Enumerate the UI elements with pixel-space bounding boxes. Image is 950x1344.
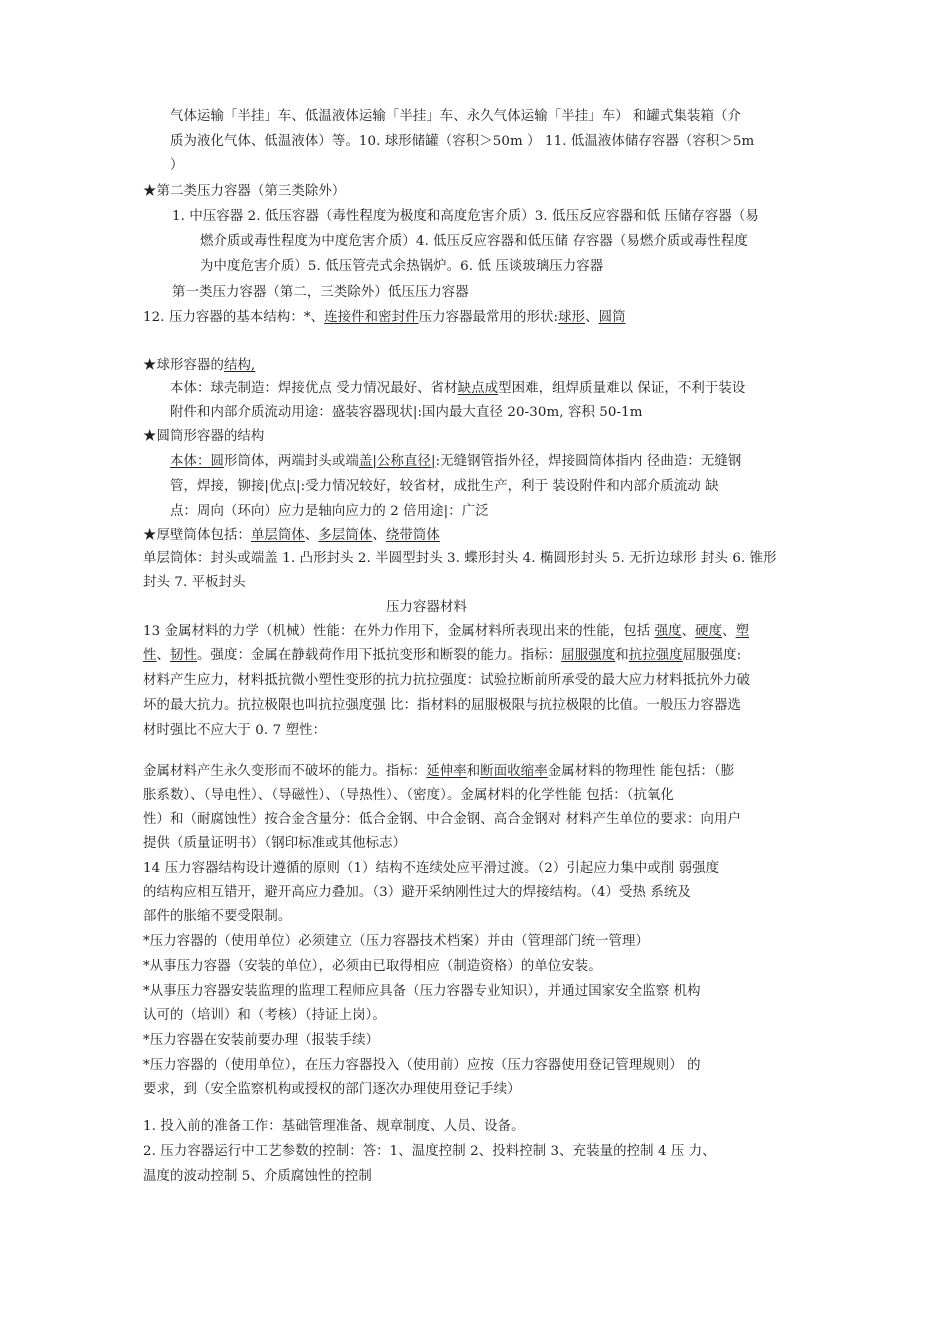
text-line [143,957,602,977]
text-run: 和 [466,764,481,779]
text-run: 。强度：金属在静载荷作用下抵抗变形和断裂的能力。指标： [196,648,562,663]
text-run: 要求，到（安全监察机构或授权的部门逐次办理使用登记手续） [143,1082,521,1097]
text-line [143,762,734,782]
text-run: 屈服强度: [682,648,742,663]
text-run: 2. 压力容器运行中工艺参数的控制：答：1、温度控制 2、投料控制 3、充装量的控制 4 压 力、 [143,1144,716,1159]
underlined-term: 本体：圆 [170,454,224,469]
text-run: 管，焊接，铆接|优点|:受力情况较好，较省材，成批生产，利于 装设附件和内部介质流动 缺 [170,479,719,494]
text-line [200,257,603,277]
text-run: 质为液化气体、低温液体）等。10. 球形储罐（容积＞50m ） 11. 低温液体储存容器（容积＞5m [170,134,755,149]
text-line [143,696,741,716]
text-run: 金属材料的物理性 能包括：（膨 [547,764,735,779]
text-run: 材料产生应力，材料抵抗微小塑性变形的抗力抗拉强度：试验拉断前所承受的最大应力材料抵抗外力破 [143,673,751,688]
underlined-term: 单层筒体 [250,528,305,543]
text-run: ★圆筒形容器的结构 [143,429,265,444]
underlined-term: 缺点成 [457,381,499,396]
text-line [170,502,489,522]
text-run: 1. 投入前的准备工作：基础管理准备、规章制度、人员、设备。 [143,1119,525,1134]
text-line [143,427,264,447]
text-line [143,786,674,806]
text-run: 压力容器材料 [386,600,467,615]
text-line [143,573,246,593]
text-run: 封头 7. 平板封头 [143,575,246,590]
underlined-term: 结构, [223,358,256,373]
text-line [170,107,741,127]
underlined-term: 圆筒 [598,310,626,325]
underlined-term: 硬度 [695,624,723,639]
text-run: 、 [681,624,696,639]
text-run: 第一类压力容器（第二，三类除外）低压压力容器 [172,285,469,300]
text-line [143,1031,379,1051]
text-line [170,132,754,152]
text-line [143,356,255,376]
text-line [143,622,749,642]
text-line [143,1167,372,1187]
text-run: 1. 中压容器 2. 低压容器（毒性程度为极度和高度危害介质）3. 低压反应容器和低 压储存容器（易 [172,209,759,224]
text-run: 点：周向（环向）应力是轴向应力的 2 倍用途|：广泛 [170,504,489,519]
text-line [143,859,719,879]
text-run: 、 [722,624,736,639]
text-line [170,156,184,176]
underlined-term: 塑 [735,624,750,639]
underlined-term: 连接件和密封件 [324,310,419,325]
text-run: 坏的最大抗力。抗拉极限也叫抗拉强度强 比：指材料的屈服极限与抗拉极限的比值。一般压力容器选 [143,698,741,713]
text-run: 附件和内部介质流动用途：盛装容器现状|:国内最大直径 20-30m, 容积 50-1m [170,405,643,420]
text-line [143,1117,525,1137]
text-run: ） [170,158,184,173]
text-line [143,834,406,854]
text-run: *压力容器的（使用单位），在压力容器投入（使用前）应按（压力容器使用登记管理规则） 的 [143,1058,701,1073]
underlined-term: 断面收缩率 [480,764,548,779]
text-run: 形筒体，两端封头或端 [223,454,359,469]
underlined-term: 强度 [654,624,682,639]
text-run: 提供（质量证明书）（钢印标准或其他标志） [143,836,407,851]
text-line [143,982,701,1002]
text-run: ★球形容器的 [143,358,224,373]
text-run: 材时强比不应大于 0. 7 塑性： [143,723,327,738]
text-line [143,1142,716,1162]
underlined-term: 性 [143,648,157,663]
text-line [170,452,741,472]
text-run: 压力容器最常用的形状: [418,310,559,325]
text-line [143,1006,386,1026]
text-run: 性）和（耐腐蚀性）按合金含量分：低合金钢、中合金钢、高合金钢对 材料产生单位的要求：向用户 [143,812,741,827]
underlined-term: 多层筒体 [318,528,373,543]
text-run: *压力容器的（使用单位）必须建立（压力容器技术档案）并由（管理部门统一管理） [143,934,649,949]
text-run: 、 [372,528,386,543]
underlined-term: 抗拉强度 [628,648,683,663]
text-line [143,308,626,328]
underlined-term: 球形 [558,310,586,325]
text-line [143,646,741,666]
text-run: 13 金属材料的力学（机械）性能：在外力作用下，金属材料所表现出来的性能，包括 [143,624,655,639]
text-run: 型困难，组焊质量难以 保证，不利于装设 [498,381,746,396]
underlined-term: 绕带筒体 [385,528,440,543]
underlined-term: 盖|公称直径| [358,454,436,469]
text-run: 胀系数）、（导电性）、（导磁性）、（导热性）、（密度）。金属材料的化学性能 包括：（抗氧化 [143,788,674,803]
text-line [386,598,467,618]
text-line [172,207,759,227]
text-run: 金属材料产生永久变形而不破坏的能力。指标： [143,764,427,779]
text-run: ★厚壁筒体包括： [143,528,251,543]
text-run: 单层筒体：封头或端盖 1. 凸形封头 2. 半圆型封头 3. 蝶形封头 4. 椭圆形封头 5. 无折边球形 封头 6. 锥形 [143,551,777,566]
text-line [143,932,649,952]
text-line [170,477,719,497]
text-line [172,283,469,303]
text-line [143,883,691,903]
text-run: :无缝钢管指外径，焊接圆筒体指内 径曲造：无缝钢 [435,454,742,469]
text-run: 温度的波动控制 5、介质腐蚀性的控制 [143,1169,372,1184]
text-run: 和 [615,648,629,663]
text-run: 本体：球壳制造：焊接优点 受力情况最好、省材 [170,381,458,396]
underlined-term: 延伸率 [426,764,467,779]
underlined-term: 屈服强度 [561,648,616,663]
text-line [143,526,440,546]
text-run: 12. 压力容器的基本结构：*、 [143,310,325,325]
text-run: *压力容器在安装前要办理（报装手续） [143,1033,380,1048]
text-run: *从事压力容器安装监理的监理工程师应具备（压力容器专业知识），并通过国家安全监察 机构 [143,984,701,999]
text-line [170,403,643,423]
text-run: 为中度危害介质）5. 低压管壳式余热锅炉。6. 低 压谈玻璃压力容器 [200,259,604,274]
text-run: 部件的胀缩不要受限制。 [143,909,292,924]
text-run: 的结构应相互错开，避开高应力叠加。（3）避开采纳刚性过大的焊接结构。（4）受热 系统及 [143,885,691,900]
text-run: 认可的（培训）和（考核）（持证上岗）。 [143,1008,386,1023]
text-line [143,1056,701,1076]
text-run: 、 [585,310,599,325]
text-line [143,810,741,830]
text-line [143,721,326,741]
text-line [170,379,745,399]
text-line [143,907,291,927]
text-line [143,182,345,202]
text-line [143,549,777,569]
text-run: 、 [304,528,319,543]
text-run: 气体运输「半挂」车、低温液体运输「半挂」车、永久气体运输「半挂」车） 和罐式集装箱（介 [170,109,741,124]
text-line [143,1080,521,1100]
text-run: *从事压力容器（安装的单位），必须由已取得相应（制造资格）的单位安装。 [143,959,602,974]
text-run: 燃介质或毒性程度为中度危害介质）4. 低压反应容器和低压储 存容器（易燃介质或毒性程度 [200,234,748,249]
text-run: 、 [156,648,170,663]
text-line [143,671,750,691]
text-run: ★第二类压力容器（第三类除外） [143,184,346,199]
text-run: 14 压力容器结构设计遵循的原则（1）结构不连续处应平滑过渡。（2）引起应力集中或削 弱强度 [143,861,720,876]
text-line [200,232,748,252]
underlined-term: 韧性 [170,648,197,663]
